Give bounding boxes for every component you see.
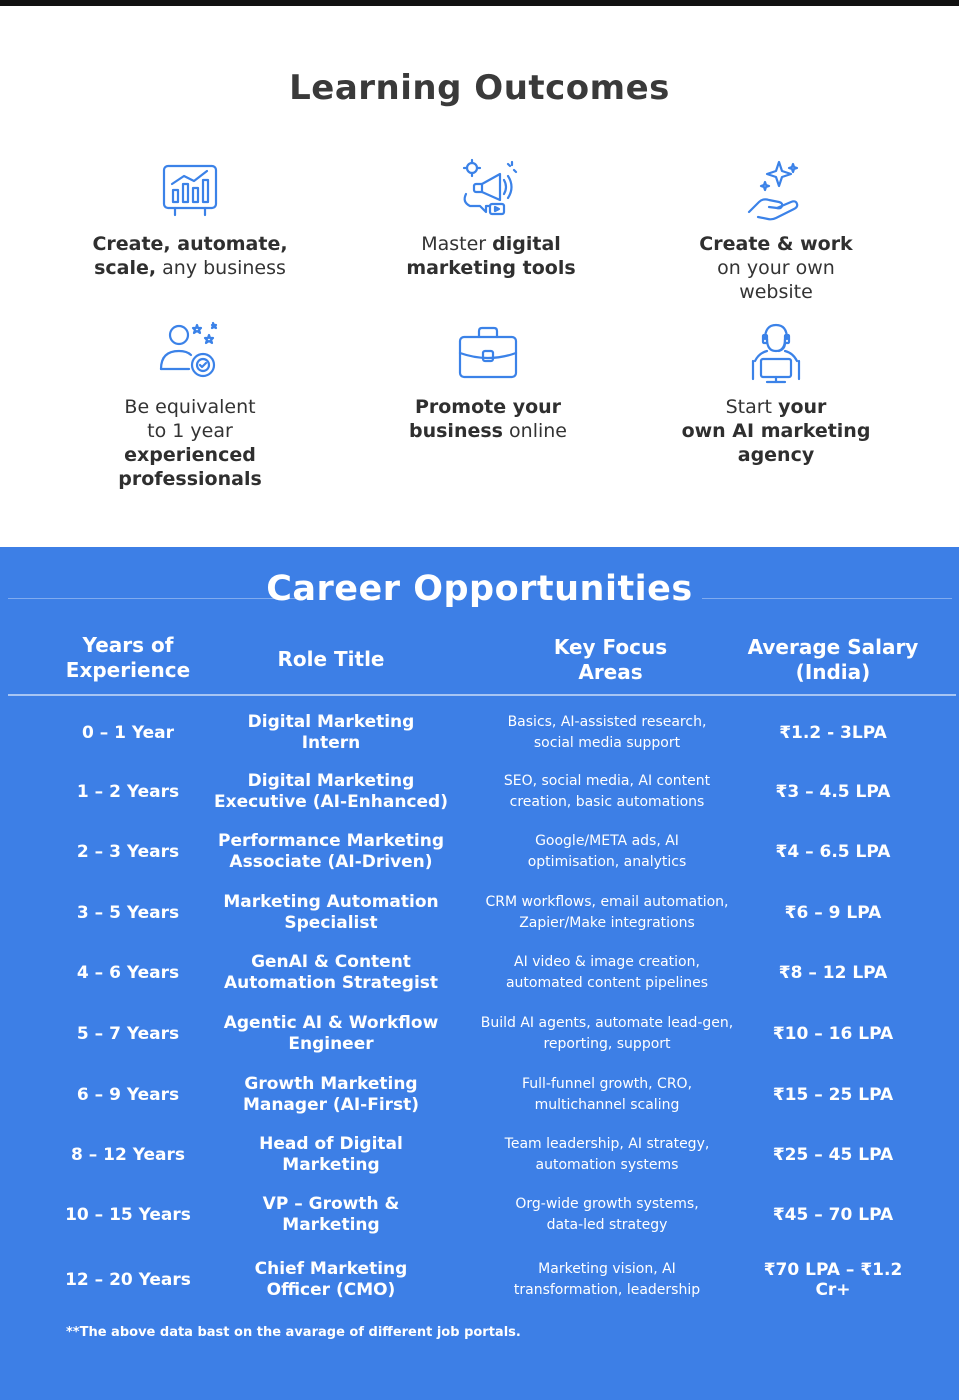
cell-salary — [742, 945, 924, 1001]
header-salary-line-1: Average Salary — [747, 635, 919, 659]
cell-role-title-line: Growth Marketing — [244, 1074, 418, 1094]
table-row — [0, 1127, 959, 1183]
cell-salary — [742, 885, 924, 941]
career-opportunities-title: Career Opportunities — [266, 569, 693, 609]
outcome-2-line-1-bold: digital — [492, 233, 561, 255]
header-salary — [732, 635, 934, 685]
outcome-2-line-1: Master — [421, 233, 493, 255]
header-divider — [8, 694, 956, 696]
outcome-3-line-1: Create & work — [699, 233, 853, 255]
cell-key-focus-line: Full-funnel growth, CRO, — [521, 1076, 693, 1092]
cell-key-focus — [468, 885, 746, 941]
cell-role-title-line: GenAI & Content — [251, 952, 411, 972]
cell-role-title-line: VP – Growth & — [262, 1194, 400, 1214]
cell-key-focus — [468, 1252, 746, 1308]
cell-key-focus-line: Zapier/Make integrations — [519, 915, 695, 931]
cell-salary-line: ₹8 – 12 LPA — [778, 963, 888, 983]
cell-salary-line: ₹10 – 16 LPA — [772, 1024, 894, 1044]
agent-computer-icon — [743, 321, 809, 387]
outcome-4-line-2: to 1 year — [147, 420, 233, 442]
cell-key-focus-line: data-led strategy — [546, 1217, 668, 1233]
table-row — [0, 1252, 959, 1308]
cell-key-focus-line: SEO, social media, AI content — [503, 773, 711, 789]
cell-role-title — [205, 705, 457, 761]
cell-role-title-line: Manager (AI-First) — [242, 1095, 420, 1115]
career-opportunities-section — [0, 547, 959, 1400]
cell-role-title-line: Marketing Automation — [223, 892, 439, 912]
table-row — [0, 1006, 959, 1062]
cell-key-focus-line: reporting, support — [543, 1036, 671, 1052]
outcome-1-line-2-bold: scale, — [94, 257, 157, 279]
header-focus — [468, 635, 753, 685]
cell-key-focus-line: optimisation, analytics — [527, 854, 687, 870]
cell-key-focus-line: Google/META ads, AI — [535, 833, 679, 849]
cell-salary-line: Cr+ — [815, 1280, 851, 1300]
cell-role-title — [205, 945, 457, 1001]
table-row — [0, 1187, 959, 1243]
cell-key-focus-line: Marketing vision, AI — [538, 1261, 676, 1277]
outcome-6-line-1: Start — [725, 396, 779, 418]
cell-salary-line: ₹25 – 45 LPA — [772, 1145, 894, 1165]
cell-role-title-line: Specialist — [284, 913, 378, 933]
cell-key-focus — [468, 764, 746, 820]
cell-key-focus-line: AI video & image creation, — [514, 954, 700, 970]
cell-key-focus-line: automation systems — [535, 1157, 679, 1173]
cell-role-title — [205, 1127, 457, 1183]
cell-salary-line: ₹15 – 25 LPA — [772, 1085, 894, 1105]
cell-experience: 12 – 20 Years — [65, 1270, 191, 1290]
analytics-chart-icon — [157, 158, 223, 224]
table-row — [0, 1067, 959, 1123]
outcome-1-line-1: Create, automate, — [92, 233, 288, 255]
cell-role-title — [205, 764, 457, 820]
outcome-5-line-1: Promote your — [414, 396, 562, 418]
cell-salary-line: ₹6 – 9 LPA — [784, 903, 882, 923]
cell-role-title-line: Marketing — [282, 1155, 380, 1175]
cell-role-title — [205, 1006, 457, 1062]
outcome-4-line-3: experienced — [124, 444, 256, 466]
header-salary-line-2: (India) — [795, 660, 871, 684]
cell-key-focus-line: automated content pipelines — [505, 975, 709, 991]
cell-experience: 2 – 3 Years — [76, 842, 180, 862]
cell-salary-line: ₹3 – 4.5 LPA — [775, 782, 891, 802]
cell-experience: 3 – 5 Years — [76, 903, 180, 923]
cell-key-focus — [468, 1067, 746, 1123]
learning-outcomes-title: Learning Outcomes — [289, 68, 670, 108]
outcome-item-start-agency — [646, 321, 906, 467]
cell-salary — [742, 1187, 924, 1243]
cell-experience: 4 – 6 Years — [76, 963, 180, 983]
cell-experience: 8 – 12 Years — [71, 1145, 185, 1165]
outcome-2-line-2: marketing tools — [406, 257, 576, 279]
outcome-5-line-2: online — [502, 420, 567, 442]
cell-salary-line: ₹45 – 70 LPA — [772, 1205, 894, 1225]
cell-salary — [742, 824, 924, 880]
cell-role-title-line: Engineer — [288, 1034, 374, 1054]
cell-role-title — [205, 1252, 457, 1308]
cell-role-title-line: Agentic AI & Workflow — [223, 1013, 439, 1033]
cell-role-title — [205, 824, 457, 880]
header-experience-line-1: Years of — [82, 633, 174, 657]
outcome-6-line-3: agency — [737, 444, 815, 466]
outcome-item-create-automate — [60, 158, 320, 280]
outcome-4-line-4: professionals — [118, 468, 262, 490]
cell-role-title-line: Marketing — [282, 1215, 380, 1235]
cell-role-title-line: Executive (AI-Enhanced) — [213, 792, 448, 812]
cell-key-focus — [468, 824, 746, 880]
cell-key-focus-line: transformation, leadership — [513, 1282, 701, 1298]
outcome-3-line-2: on your own — [717, 257, 835, 279]
megaphone-gear-icon — [458, 158, 524, 224]
cell-salary — [742, 1006, 924, 1062]
cell-role-title — [205, 1067, 457, 1123]
outcome-3-line-3: website — [739, 281, 813, 303]
header-focus-line-2: Areas — [578, 660, 643, 684]
outcome-1-line-2: any business — [156, 257, 286, 279]
cell-salary-line: ₹1.2 - 3LPA — [779, 723, 887, 743]
table-row — [0, 764, 959, 820]
outcome-4-line-1: Be equivalent — [124, 396, 256, 418]
outcome-item-master-tools — [361, 158, 621, 280]
cell-salary — [742, 1067, 924, 1123]
briefcase-icon — [455, 321, 521, 387]
outcome-6-line-2: own AI marketing — [681, 420, 871, 442]
cell-salary — [742, 1252, 924, 1308]
cell-experience: 5 – 7 Years — [76, 1024, 180, 1044]
outcome-item-promote-business — [358, 321, 618, 443]
cell-role-title-line: Associate (AI-Driven) — [229, 852, 433, 872]
header-experience — [38, 633, 218, 683]
cell-key-focus-line: social media support — [533, 735, 681, 751]
header-focus-line-1: Key Focus — [553, 635, 668, 659]
cell-role-title-line: Head of Digital — [259, 1134, 403, 1154]
cell-key-focus-line: Basics, AI-assisted research, — [507, 714, 707, 730]
footnote: **The above data bast on the avarage of different job portals. — [66, 1325, 521, 1340]
table-row — [0, 945, 959, 1001]
cell-key-focus — [468, 1127, 746, 1183]
table-row — [0, 705, 959, 761]
cell-role-title-line: Digital Marketing — [247, 712, 415, 732]
table-row — [0, 885, 959, 941]
cell-role-title — [205, 885, 457, 941]
cell-key-focus — [468, 1006, 746, 1062]
cell-role-title-line: Chief Marketing — [254, 1259, 408, 1279]
cell-key-focus-line: Team leadership, AI strategy, — [504, 1136, 710, 1152]
cell-salary-line: ₹4 – 6.5 LPA — [775, 842, 891, 862]
cell-experience: 6 – 9 Years — [76, 1085, 180, 1105]
cell-experience: 0 – 1 Year — [81, 723, 175, 743]
cell-key-focus — [468, 1187, 746, 1243]
cell-salary — [742, 764, 924, 820]
cell-salary — [742, 1127, 924, 1183]
learning-outcomes-section — [0, 6, 959, 547]
cell-role-title — [205, 1187, 457, 1243]
table-row — [0, 824, 959, 880]
cell-key-focus-line: multichannel scaling — [534, 1097, 680, 1113]
header-role: Role Title — [277, 647, 385, 671]
cell-key-focus-line: Org-wide growth systems, — [515, 1196, 699, 1212]
cell-salary — [742, 705, 924, 761]
cell-role-title-line: Intern — [301, 733, 361, 753]
cell-key-focus-line: CRM workflows, email automation, — [485, 894, 729, 910]
cell-key-focus — [468, 705, 746, 761]
outcome-item-create-website — [646, 158, 906, 304]
cell-role-title-line: Performance Marketing — [217, 831, 445, 851]
hand-sparkle-icon — [743, 158, 809, 224]
cell-salary-line: ₹70 LPA – ₹1.2 — [763, 1260, 903, 1280]
cell-experience: 1 – 2 Years — [76, 782, 180, 802]
cell-role-title-line: Digital Marketing — [247, 771, 415, 791]
cell-experience: 10 – 15 Years — [65, 1205, 191, 1225]
outcome-item-equivalent-experience — [60, 321, 320, 491]
cell-role-title-line: Automation Strategist — [223, 973, 439, 993]
cell-key-focus — [468, 945, 746, 1001]
outcome-6-line-1-bold: your — [778, 396, 827, 418]
cell-key-focus-line: creation, basic automations — [509, 794, 705, 810]
cell-key-focus-line: Build AI agents, automate lead-gen, — [480, 1015, 734, 1031]
cell-role-title-line: Officer (CMO) — [266, 1280, 396, 1300]
outcome-5-line-2-bold: business — [409, 420, 503, 442]
header-experience-line-2: Experience — [65, 658, 191, 682]
user-stars-icon — [157, 321, 223, 387]
